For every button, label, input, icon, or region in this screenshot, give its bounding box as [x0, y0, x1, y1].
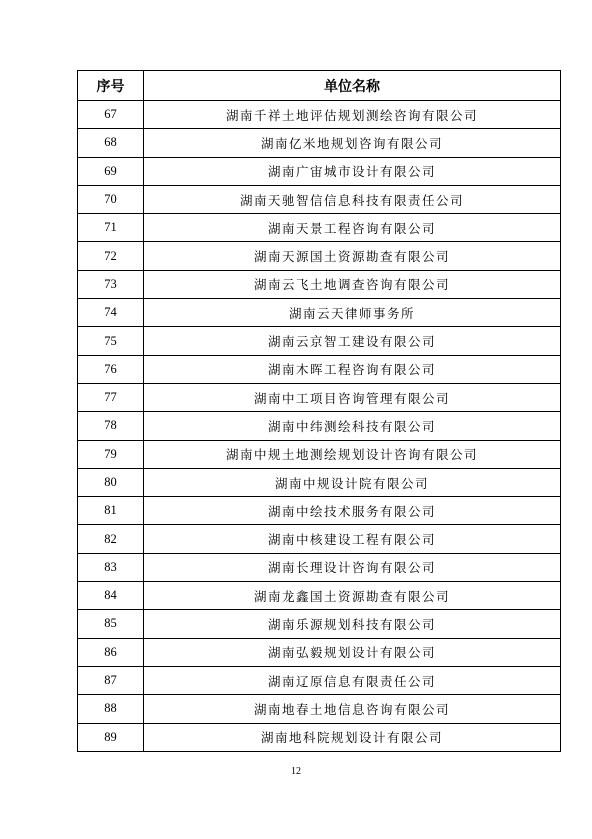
- organization-name-cell: 湖南长理设计咨询有限公司: [144, 553, 561, 581]
- organization-name-cell: 湖南云天律师事务所: [144, 299, 561, 327]
- organization-name-cell: 湖南云京智工建设有限公司: [144, 327, 561, 355]
- row-index-cell: 84: [78, 582, 144, 610]
- table-row: [78, 723, 561, 751]
- table-row: [78, 355, 561, 383]
- table-row: [78, 383, 561, 411]
- row-index-cell: 74: [78, 299, 144, 327]
- table-row: [78, 214, 561, 242]
- organization-name-cell: 湖南中规土地测绘规划设计咨询有限公司: [144, 440, 561, 468]
- organization-name-cell: 湖南中工项目咨询管理有限公司: [144, 383, 561, 411]
- organization-name-cell: 湖南地科院规划设计有限公司: [144, 723, 561, 751]
- name-column-header: 单位名称: [144, 71, 561, 101]
- table-row: [78, 101, 561, 129]
- table-row: [78, 666, 561, 694]
- table-row: [78, 638, 561, 666]
- row-index-cell: 83: [78, 553, 144, 581]
- index-column-header: 序号: [78, 71, 144, 101]
- table-header-row: [78, 71, 561, 101]
- row-index-cell: 72: [78, 242, 144, 270]
- row-index-cell: 86: [78, 638, 144, 666]
- organization-table: [77, 70, 561, 752]
- organization-name-cell: 湖南地春土地信息咨询有限公司: [144, 695, 561, 723]
- row-index-cell: 67: [78, 101, 144, 129]
- table-row: [78, 468, 561, 496]
- row-index-cell: 87: [78, 666, 144, 694]
- organization-name-cell: 湖南广宙城市设计有限公司: [144, 157, 561, 185]
- table-row: [78, 185, 561, 213]
- table-row: [78, 582, 561, 610]
- table-row: [78, 270, 561, 298]
- row-index-cell: 80: [78, 468, 144, 496]
- row-index-cell: 79: [78, 440, 144, 468]
- table-row: [78, 157, 561, 185]
- row-index-cell: 69: [78, 157, 144, 185]
- table-row: [78, 525, 561, 553]
- row-index-cell: 85: [78, 610, 144, 638]
- organization-name-cell: 湖南辽原信息有限责任公司: [144, 666, 561, 694]
- page-number: 12: [291, 766, 301, 777]
- organization-name-cell: 湖南中核建设工程有限公司: [144, 525, 561, 553]
- organization-name-cell: 湖南中纬测绘科技有限公司: [144, 412, 561, 440]
- organization-name-cell: 湖南弘毅规划设计有限公司: [144, 638, 561, 666]
- table-row: [78, 610, 561, 638]
- organization-name-cell: 湖南天源国土资源勘查有限公司: [144, 242, 561, 270]
- table-row: [78, 327, 561, 355]
- table-row: [78, 299, 561, 327]
- organization-name-cell: 湖南木晖工程咨询有限公司: [144, 355, 561, 383]
- organization-name-cell: 湖南龙鑫国土资源勘查有限公司: [144, 582, 561, 610]
- table-row: [78, 553, 561, 581]
- organization-name-cell: 湖南云飞土地调查咨询有限公司: [144, 270, 561, 298]
- table-row: [78, 497, 561, 525]
- row-index-cell: 71: [78, 214, 144, 242]
- row-index-cell: 81: [78, 497, 144, 525]
- row-index-cell: 88: [78, 695, 144, 723]
- row-index-cell: 70: [78, 185, 144, 213]
- organization-name-cell: 湖南亿米地规划咨询有限公司: [144, 129, 561, 157]
- organization-name-cell: 湖南天驰智信信息科技有限责任公司: [144, 185, 561, 213]
- table-body: [78, 101, 561, 752]
- table-row: [78, 129, 561, 157]
- organization-name-cell: 湖南中规设计院有限公司: [144, 468, 561, 496]
- row-index-cell: 73: [78, 270, 144, 298]
- row-index-cell: 78: [78, 412, 144, 440]
- table-row: [78, 440, 561, 468]
- row-index-cell: 89: [78, 723, 144, 751]
- row-index-cell: 76: [78, 355, 144, 383]
- row-index-cell: 77: [78, 383, 144, 411]
- row-index-cell: 68: [78, 129, 144, 157]
- table-row: [78, 242, 561, 270]
- organization-name-cell: 湖南千祥土地评估规划测绘咨询有限公司: [144, 101, 561, 129]
- row-index-cell: 82: [78, 525, 144, 553]
- organization-name-cell: 湖南中绘技术服务有限公司: [144, 497, 561, 525]
- organization-name-cell: 湖南乐源规划科技有限公司: [144, 610, 561, 638]
- table-row: [78, 695, 561, 723]
- table-row: [78, 412, 561, 440]
- organization-name-cell: 湖南天景工程咨询有限公司: [144, 214, 561, 242]
- row-index-cell: 75: [78, 327, 144, 355]
